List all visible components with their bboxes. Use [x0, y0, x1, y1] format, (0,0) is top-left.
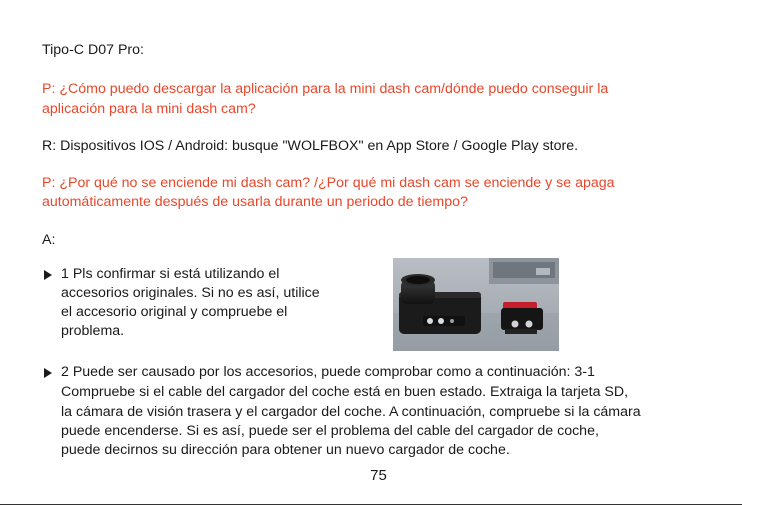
question-1-line-1: P: ¿Cómo puedo descargar la aplicación para la mini dash cam/dónde puedo conseguir la [42, 81, 609, 97]
question-2-line-1: P: ¿Por qué no se enciende mi dash cam? /¿Por qué mi dash cam se enciende y se apaga [42, 175, 615, 191]
dash-cam-accessories-photo [393, 258, 559, 351]
question-1-line-2: aplicación para la mini dash cam? [42, 101, 256, 117]
bullet-2-line-1: 2 Puede ser causado por los accesorios, puede comprobar como a continuación: 3-1 [61, 364, 595, 380]
bullet-1-line-4: problema. [61, 323, 125, 339]
bullet-1-line-3: el accesorio original y compruebe el [61, 304, 288, 320]
page-number: 75 [370, 467, 387, 484]
answer-1: R: Dispositivos IOS / Android: busque "WOLFBOX" en App Store / Google Play store. [42, 138, 579, 154]
bullet-2-line-5: puede decirnos su dirección para obtener un nuevo cargador de coche. [61, 442, 510, 458]
bullet-1-line-1: 1 Pls confirmar si está utilizando el [61, 266, 280, 282]
bullet-2-line-3: la cámara de visión trasera y el cargador del coche. A continuación, compruebe si la cámara [61, 404, 641, 420]
question-2-line-2: automáticamente después de usarla durante un periodo de tiempo? [42, 194, 468, 210]
bullet-2-marker [44, 368, 52, 378]
section-heading: Tipo-C D07 Pro: [42, 42, 144, 58]
bullet-1-line-2: accesorios originales. Si no es así, utilice [61, 285, 320, 301]
bullet-2-line-4: puede encenderse. Si es así, puede ser el problema del cable del cargador de coche, [61, 423, 599, 439]
bullet-2-line-2: Compruebe si el cable del cargador del coche está en buen estado. Extraiga la tarjeta SD, [61, 384, 629, 400]
bullet-1-marker [44, 270, 52, 280]
answer-2-label: A: [42, 232, 56, 248]
